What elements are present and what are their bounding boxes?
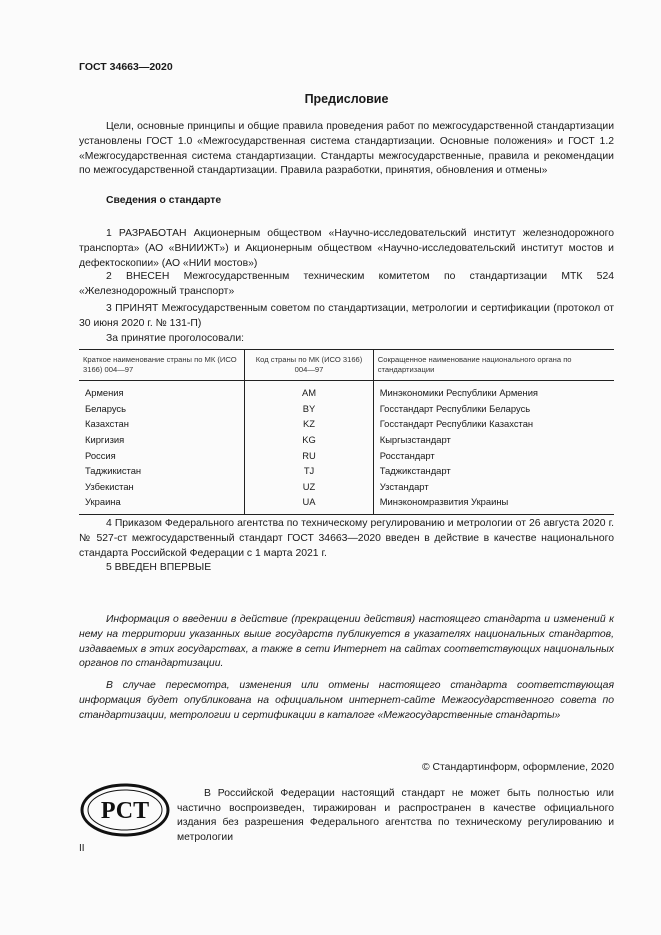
intro-paragraph: Цели, основные принципы и общие правила проведения работ по межгосударственной стандартизации установлены ГОСТ 1.0 «Межгосударственная система стандартизации. Основные положения» и ГОСТ 1.2 «Межгосударственная система стандартизации. Стандарты межгосударственные, правила и рекомендации по межгосударственной стандартизации. Правила разработки, принятия, обновления и отмены» [79,121,614,177]
logo-text: РСТ [100,798,150,824]
country-name: Армения [85,387,124,399]
country-name: Украина [79,494,245,514]
table-header-code: Код страны по МК (ИСО 3166) 004—97 [245,350,373,381]
voted-label: За принятие проголосовали: [106,333,245,344]
voting-countries-table [79,349,614,515]
country-name: Казахстан [85,418,129,430]
page-number: II [79,843,85,854]
standard-id-header: ГОСТ 34663—2020 [79,61,173,73]
standards-body: Росстандарт [373,447,614,463]
country-code: KG [245,432,373,448]
voting-table-body [79,381,614,515]
info-heading: Сведения о стандарте [106,195,222,206]
rf-reproduction-notice: В Российской Федерации настоящий стандарт не может быть полностью или частично воспроизведен, тиражирован и распространен в качестве официального издания без разрешения Федерального агентства по техническому регулированию и метрологии [177,788,614,843]
copyright-line: © Стандартинформ, оформление, 2020 [421,762,614,773]
page-title: Предисловие [304,92,389,106]
country-name: Узбекистан [85,480,134,492]
standards-body: Госстандарт Республики Беларусь [373,401,614,417]
country-code: UZ [245,479,373,495]
table-row [79,416,614,432]
rst-logo-icon [79,782,171,838]
country-code: UA [245,494,373,514]
country-code: RU [245,447,373,463]
table-header-body: Сокращенное наименование национального органа по стандартизации [373,350,614,381]
table-header-country: Краткое наименование страны по МК (ИСО 3166) 004—97 [79,350,245,381]
country-name: Таджикистан [85,465,142,477]
country-name: Россия [85,449,116,461]
standards-body: Минэкономики Республики Армения [373,381,614,401]
standards-body: Таджикстандарт [373,463,614,479]
country-code: AM [245,381,373,401]
item-3-adopted: 3 ПРИНЯТ Межгосударственным советом по стандартизации, метрологии и сертификации (протокол от 30 июня 2020 г. № 131-П) [79,303,614,329]
table-row [79,494,614,514]
item-2-introduced: 2 ВНЕСЕН Межгосударственным техническим комитетом по стандартизации МТК 524 «Железнодорожный транспорт» [79,271,614,297]
standards-body: Узстандарт [373,479,614,495]
standards-body: Госстандарт Республики Казахстан [373,416,614,432]
table-row [79,432,614,448]
standards-body: Минэкономразвития Украины [373,494,614,514]
item-4-order: 4 Приказом Федерального агентства по техническому регулированию и метрологии от 26 августа 2020 г. № 527-ст межгосударственный стандарт ГОСТ 34663—2020 введен в действие в качестве национального стандарта Российской Федерации с 1 марта 2021 г. [79,518,614,559]
country-name: Киргизия [85,434,125,446]
standards-body: Кыргызстандарт [373,432,614,448]
revision-notice: В случае пересмотра, изменения или отмены настоящего стандарта соответствующая информация будет опубликована на официальном интернет-сайте Межгосударственного совета по стандартизации, метрологии и сертификации в каталоге «Межгосударственные стандарты» [79,680,614,721]
table-row [79,447,614,463]
info-notice: Информация о введении в действие (прекращении действия) настоящего стандарта и изменений к нему на территории указанных выше государств публикуется в указателях национальных стандартов, издаваемых в этих государствах, а также в сети Интернет на сайтах соответствующих национальных органов по стандартизации. [79,614,614,670]
country-name: Беларусь [85,402,127,414]
table-row [79,401,614,417]
country-code: BY [245,401,373,417]
table-row [79,381,614,401]
country-code: TJ [245,463,373,479]
table-row [79,463,614,479]
item-5-first-introduced: 5 ВВЕДЕН ВПЕРВЫЕ [106,562,212,573]
country-code: KZ [245,416,373,432]
table-row [79,479,614,495]
item-1-developed: 1 РАЗРАБОТАН Акционерным обществом «Научно-исследовательский институт железнодорожного транспорта» (АО «ВНИИЖТ») и Акционерным обществом «Научно-исследовательский институт мостов и дефектоскопии» (АО «НИИ мостов») [79,228,614,269]
